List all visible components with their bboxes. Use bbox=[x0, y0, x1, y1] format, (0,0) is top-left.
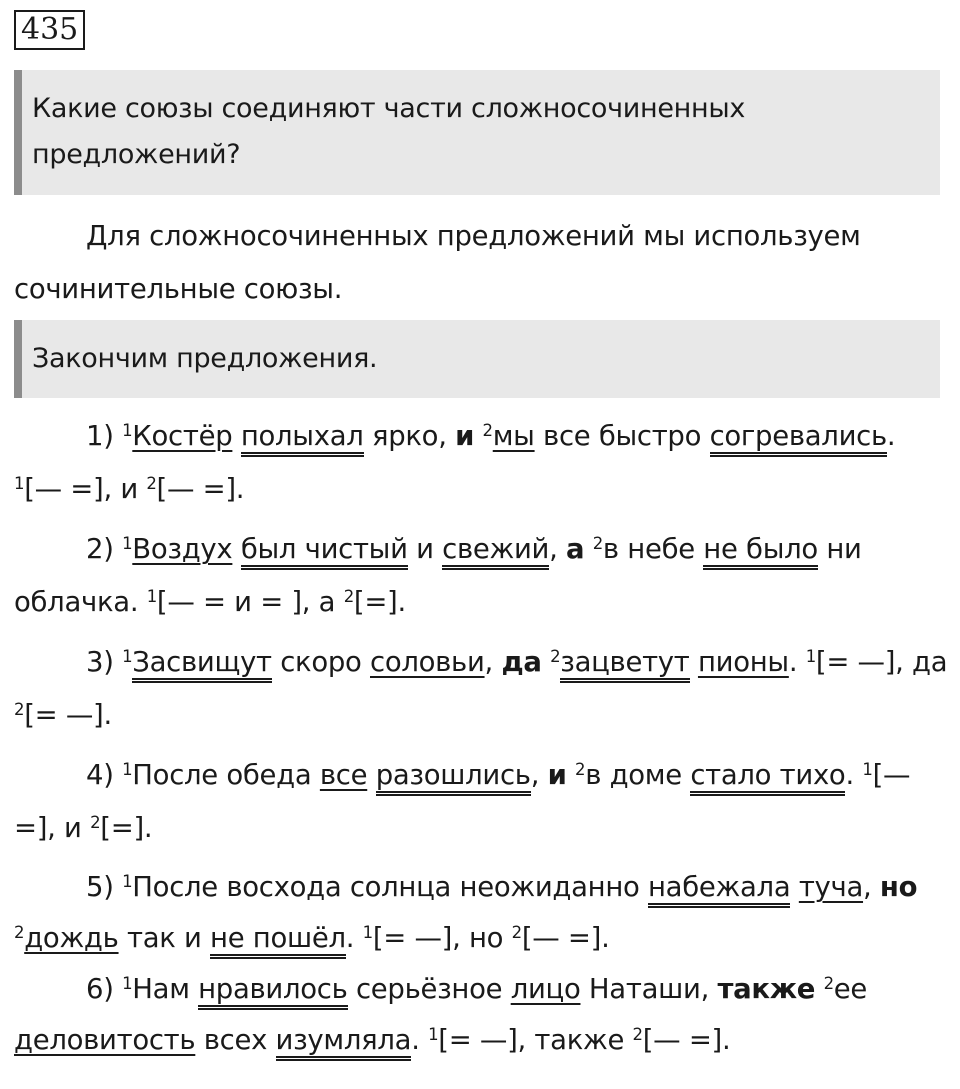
clause-marker: 2 bbox=[90, 812, 101, 832]
predicate: нравилось bbox=[198, 973, 347, 1010]
text-fragment: всех bbox=[195, 1024, 276, 1056]
sentence-number: 3) bbox=[86, 646, 114, 678]
sentence-6 bbox=[14, 964, 948, 1066]
schema: [= —]. bbox=[24, 699, 112, 731]
text-fragment: , bbox=[549, 533, 566, 565]
subject: Костёр bbox=[132, 420, 233, 452]
subject: пионы bbox=[697, 646, 789, 678]
subject: лицо bbox=[510, 973, 581, 1005]
subject: дождь bbox=[24, 922, 119, 954]
subject: мы bbox=[492, 420, 535, 452]
predicate: был чистый bbox=[241, 533, 408, 570]
subject: деловитость bbox=[14, 1024, 196, 1056]
text-fragment: и bbox=[407, 533, 443, 565]
predicate: полыхал bbox=[241, 420, 364, 457]
clause-marker: 2 bbox=[14, 922, 25, 942]
conjunction: а bbox=[566, 533, 585, 565]
text-fragment: Наташи, bbox=[580, 973, 718, 1005]
predicate: изумляла bbox=[276, 1024, 412, 1061]
schema: [= —], да bbox=[815, 646, 948, 678]
predicate: набежала bbox=[648, 871, 790, 908]
text-fragment: ни облачка. bbox=[14, 533, 862, 618]
schema: [— =]. bbox=[521, 922, 610, 954]
sentence-1 bbox=[14, 410, 948, 516]
schema: [=]. bbox=[100, 812, 153, 844]
task-question-box bbox=[14, 70, 940, 195]
text-fragment: серьёзное bbox=[347, 973, 511, 1005]
text-fragment: так и bbox=[118, 922, 211, 954]
sentence-4 bbox=[14, 749, 948, 855]
text-fragment: скоро bbox=[271, 646, 370, 678]
clause-marker: 1 bbox=[862, 759, 873, 779]
predicate: свежий bbox=[442, 533, 549, 570]
conjunction: и bbox=[547, 759, 567, 791]
text-fragment: Нам bbox=[132, 973, 199, 1005]
schema: [— =]. bbox=[156, 473, 245, 505]
exercise-number: 435 bbox=[14, 10, 85, 50]
text-fragment: , bbox=[530, 759, 548, 791]
clause-marker: 1 bbox=[122, 533, 133, 553]
predicate: не было bbox=[703, 533, 818, 570]
schema: [— =], и bbox=[24, 473, 147, 505]
text-fragment: ярко, bbox=[363, 420, 456, 452]
clause-marker: 2 bbox=[343, 586, 354, 606]
clause-marker: 1 bbox=[14, 473, 25, 493]
schema: [= —], также bbox=[438, 1024, 633, 1056]
clause-marker: 1 bbox=[122, 871, 133, 891]
clause-marker: 2 bbox=[14, 699, 25, 719]
clause-marker: 2 bbox=[482, 420, 493, 440]
clause-marker: 1 bbox=[428, 1024, 439, 1044]
sentence-number: 4) bbox=[86, 759, 114, 791]
clause-marker: 1 bbox=[362, 922, 373, 942]
predicate: согревались bbox=[710, 420, 887, 457]
text-fragment: . bbox=[411, 1024, 429, 1056]
schema: [— =]. bbox=[642, 1024, 731, 1056]
clause-marker: 2 bbox=[146, 473, 157, 493]
schema: [— = и = ], а bbox=[156, 586, 344, 618]
sentence-number: 5) bbox=[86, 871, 114, 903]
conjunction: да bbox=[501, 646, 542, 678]
predicate: стало тихо bbox=[690, 759, 845, 796]
clause-marker: 1 bbox=[122, 420, 133, 440]
subject: Воздух bbox=[132, 533, 233, 565]
text-fragment: . bbox=[886, 420, 896, 452]
task-question-text: Какие союзы соединяют части сложносочиненных предложений? bbox=[32, 93, 746, 170]
clause-marker: 2 bbox=[550, 646, 561, 666]
text-fragment: . bbox=[845, 759, 854, 791]
answer-text: Для сложносочиненных предложений мы используем сочинительные союзы. bbox=[14, 220, 861, 305]
text-fragment: , bbox=[863, 871, 880, 903]
text-fragment bbox=[690, 646, 698, 678]
text-fragment: ее bbox=[833, 973, 868, 1005]
text-fragment bbox=[367, 759, 375, 791]
text-fragment: в небе bbox=[602, 533, 704, 565]
clause-marker: 2 bbox=[511, 922, 522, 942]
clause-marker: 1 bbox=[122, 759, 133, 779]
text-fragment: все быстро bbox=[534, 420, 710, 452]
predicate: зацветут bbox=[560, 646, 689, 683]
text-fragment: в доме bbox=[585, 759, 691, 791]
schema: [— =], и bbox=[14, 759, 911, 844]
sentence-number: 2) bbox=[86, 533, 114, 565]
conjunction: также bbox=[717, 973, 816, 1005]
conjunction: и bbox=[455, 420, 475, 452]
schema: [= —], но bbox=[372, 922, 512, 954]
subject: соловьи bbox=[370, 646, 485, 678]
text-fragment bbox=[790, 871, 798, 903]
task-instruction-text: Закончим предложения. bbox=[32, 343, 378, 374]
sentence-number: 6) bbox=[86, 973, 114, 1005]
text-fragment: После обеда bbox=[132, 759, 320, 791]
task-instruction-box bbox=[14, 320, 940, 398]
predicate: не пошёл bbox=[210, 922, 346, 959]
text-fragment: После восхода солнца неожиданно bbox=[132, 871, 648, 903]
sentence-2 bbox=[14, 523, 948, 629]
clause-marker: 1 bbox=[146, 586, 157, 606]
predicate: Засвищут bbox=[132, 646, 271, 683]
clause-marker: 2 bbox=[592, 533, 603, 553]
text-fragment: . bbox=[345, 922, 363, 954]
text-fragment: , bbox=[484, 646, 502, 678]
clause-marker: 2 bbox=[823, 973, 834, 993]
predicate: разошлись bbox=[376, 759, 531, 796]
clause-marker: 1 bbox=[122, 646, 133, 666]
clause-marker: 2 bbox=[575, 759, 586, 779]
schema: [=]. bbox=[353, 586, 406, 618]
subject: все bbox=[319, 759, 368, 791]
sentence-number: 1) bbox=[86, 420, 114, 452]
clause-marker: 2 bbox=[632, 1024, 643, 1044]
subject: туча bbox=[798, 871, 864, 903]
answer-paragraph bbox=[14, 210, 948, 316]
sentence-5 bbox=[14, 862, 948, 964]
clause-marker: 1 bbox=[805, 646, 816, 666]
conjunction: но bbox=[879, 871, 918, 903]
clause-marker: 1 bbox=[122, 973, 133, 993]
sentence-3 bbox=[14, 636, 948, 742]
text-fragment: . bbox=[788, 646, 806, 678]
